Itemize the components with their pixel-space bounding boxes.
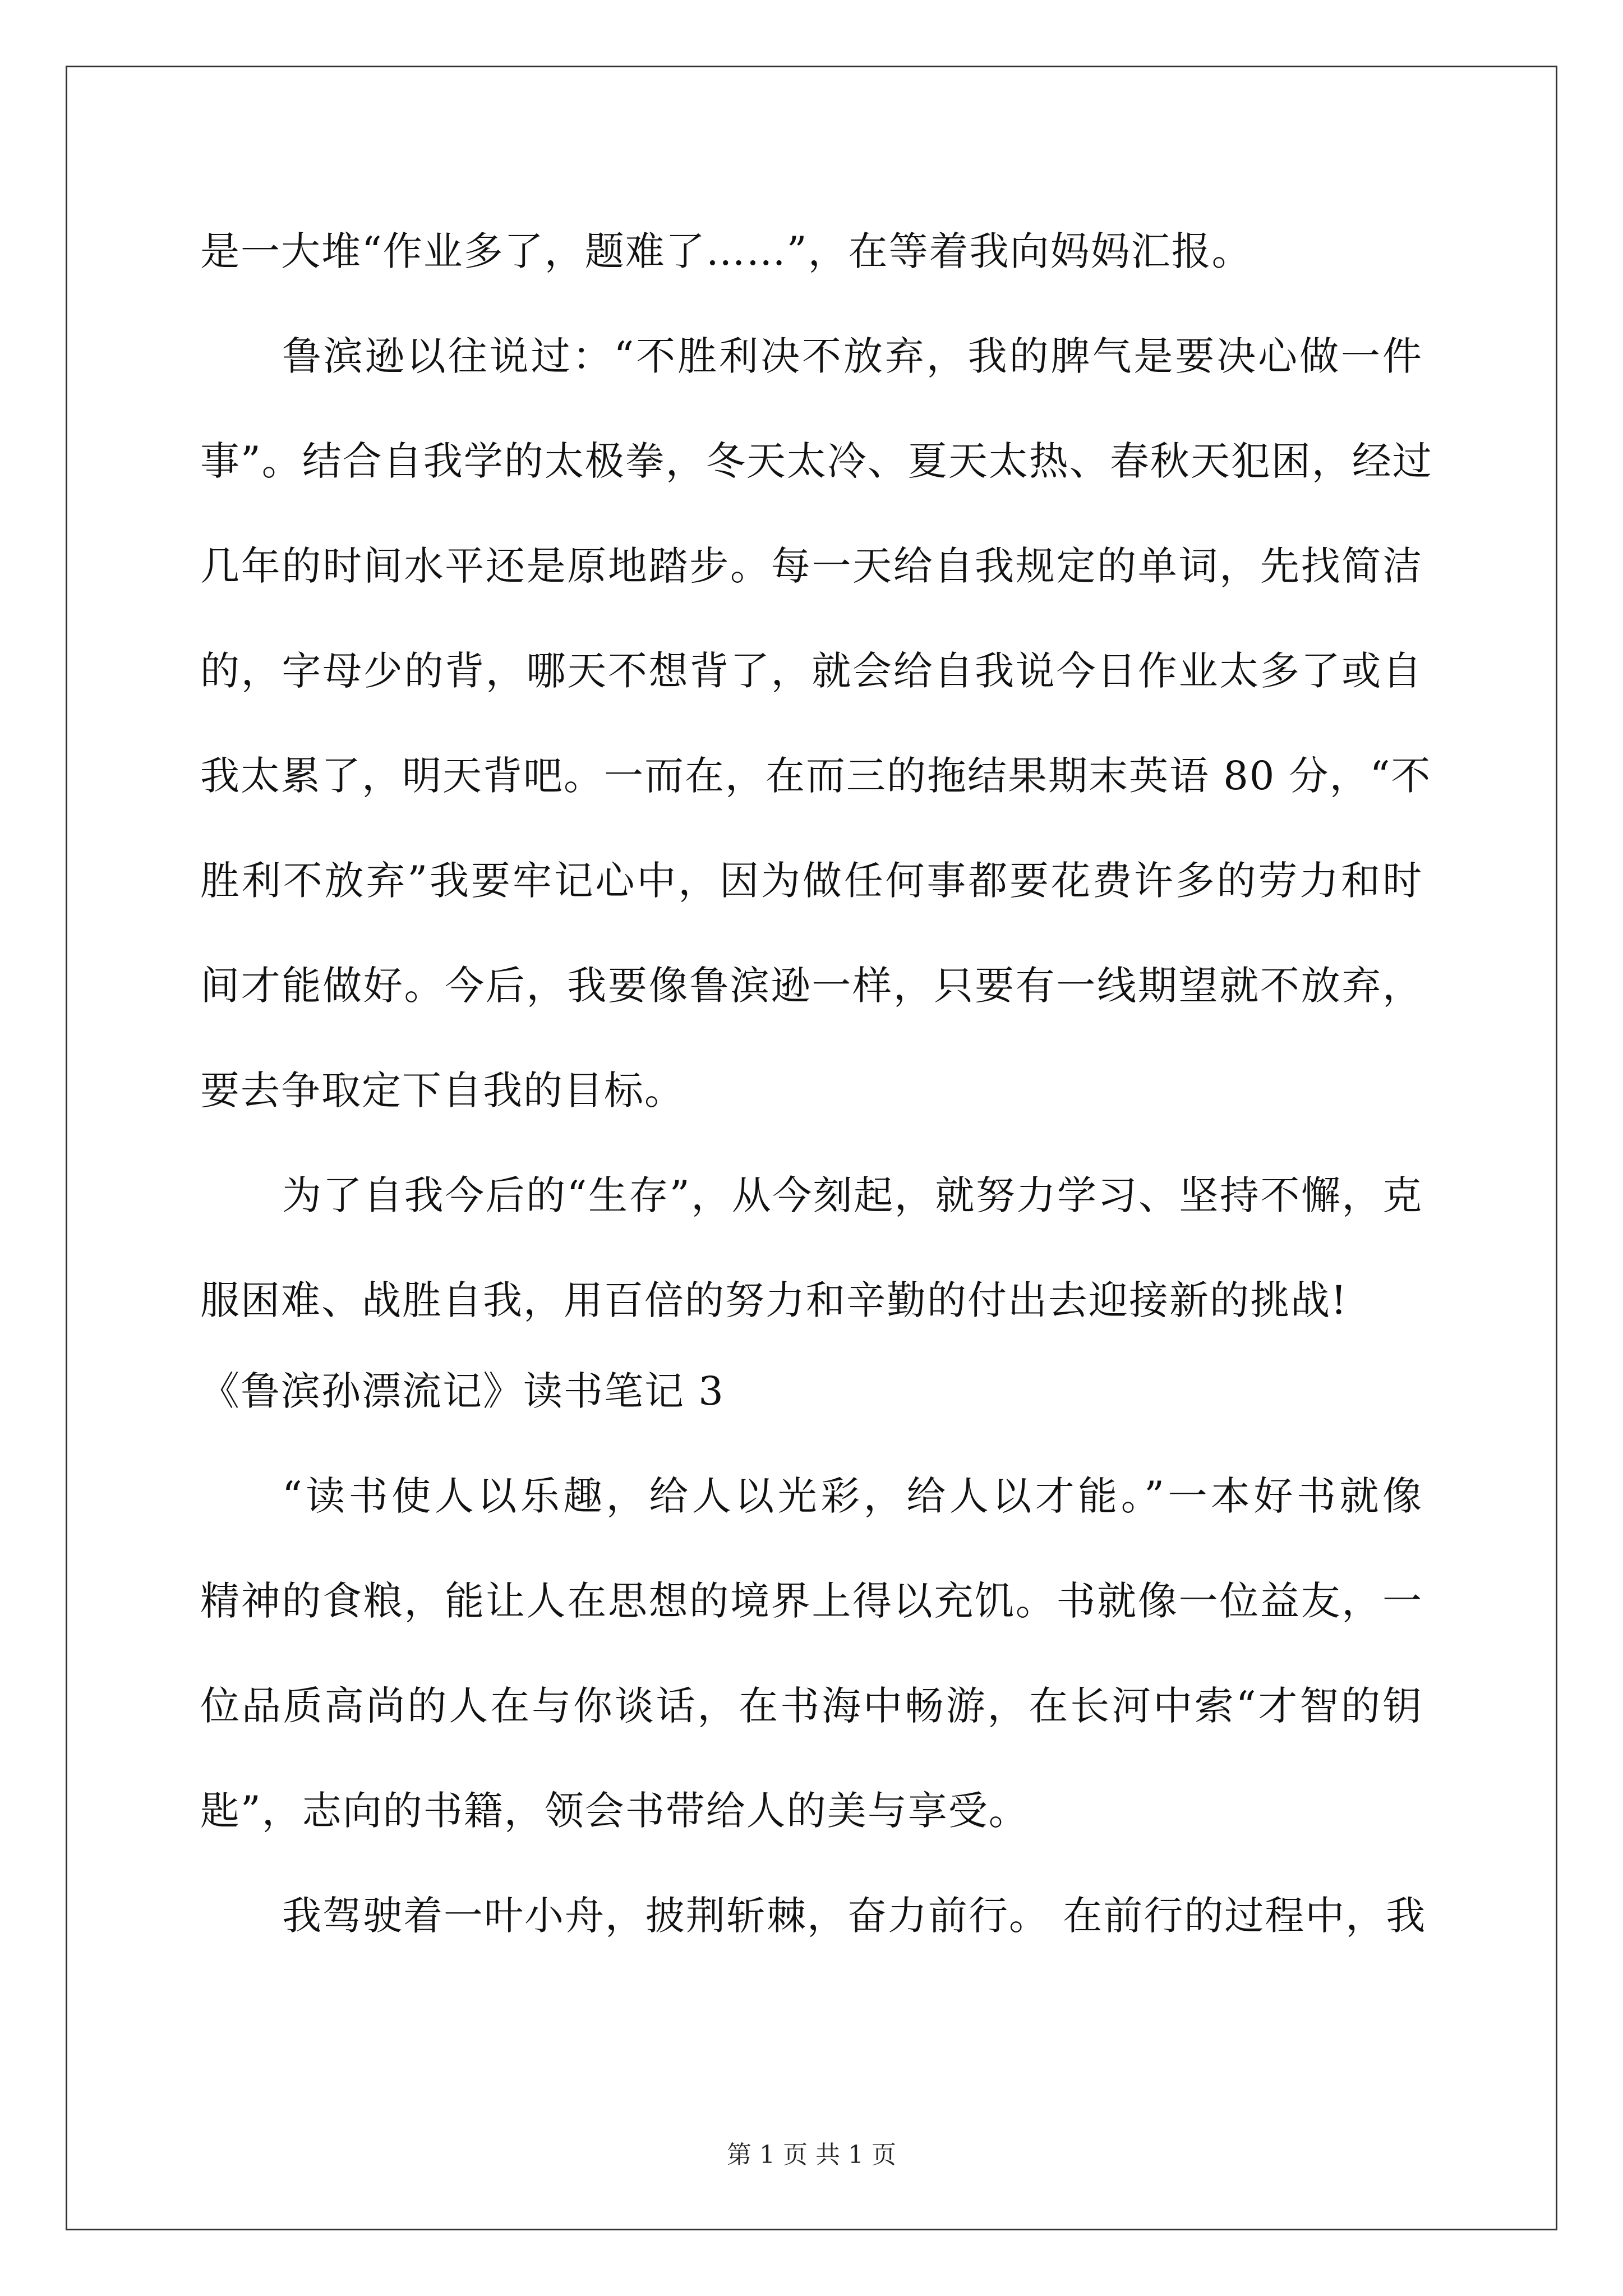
text-line-17: 我驾驶着一叶小舟，披荆斩棘，奋力前行。 在前行的过程中，我 bbox=[282, 1893, 1427, 1939]
text-line-11: 服困难、战胜自我，用百倍的努力和辛勤的付出去迎接新的挑战! bbox=[200, 1277, 1348, 1323]
text-line-3: 事”。结合自我学的太极拳，冬天太冷、夏天太热、春秋天犯困，经过 bbox=[200, 438, 1433, 484]
page-footer: 第 1 页 共 1 页 bbox=[727, 2141, 896, 2169]
text-line-8: 间才能做好。今后，我要像鲁滨逊一样，只要有一线期望就不放弃， bbox=[200, 963, 1423, 1009]
text-line-4: 几年的时间水平还是原地踏步。每一天给自我规定的单词，先找简洁 bbox=[200, 543, 1423, 589]
text-line-15: 位品质高尚的人在与你谈话，在书海中畅游，在长河中索“才智的钥 bbox=[200, 1683, 1423, 1729]
text-line-10: 为了自我今后的“生存”，从今刻起，就努力学习、坚持不懈，克 bbox=[282, 1172, 1423, 1218]
text-line-9: 要去争取定下自我的目标。 bbox=[200, 1068, 685, 1114]
text-line-14: 精神的食粮，能让人在思想的境界上得以充饥。书就像一位益友，一 bbox=[200, 1578, 1423, 1624]
text-line-16: 匙”，志向的书籍，领会书带给人的美与享受。 bbox=[200, 1788, 1029, 1834]
text-line-1: 是一大堆“作业多了，题难了……”，在等着我向妈妈汇报。 bbox=[200, 228, 1252, 274]
text-line-5: 的，字母少的背，哪天不想背了，就会给自我说今日作业太多了或自 bbox=[200, 648, 1423, 694]
text-line-6: 我太累了，明天背吧。一而在，在而三的拖结果期末英语 80 分，“不 bbox=[200, 753, 1432, 799]
text-line-13: “读书使人以乐趣，给人以光彩，给人以才能。”一本好书就像 bbox=[282, 1473, 1423, 1519]
text-line-7: 胜利不放弃”我要牢记心中，因为做任何事都要花费许多的劳力和时 bbox=[200, 858, 1423, 904]
text-line-2: 鲁滨逊以往说过：“不胜利决不放弃，我的脾气是要决心做一件 bbox=[282, 333, 1423, 379]
section-heading: 《鲁滨孙漂流记》读书笔记 3 bbox=[200, 1368, 725, 1414]
